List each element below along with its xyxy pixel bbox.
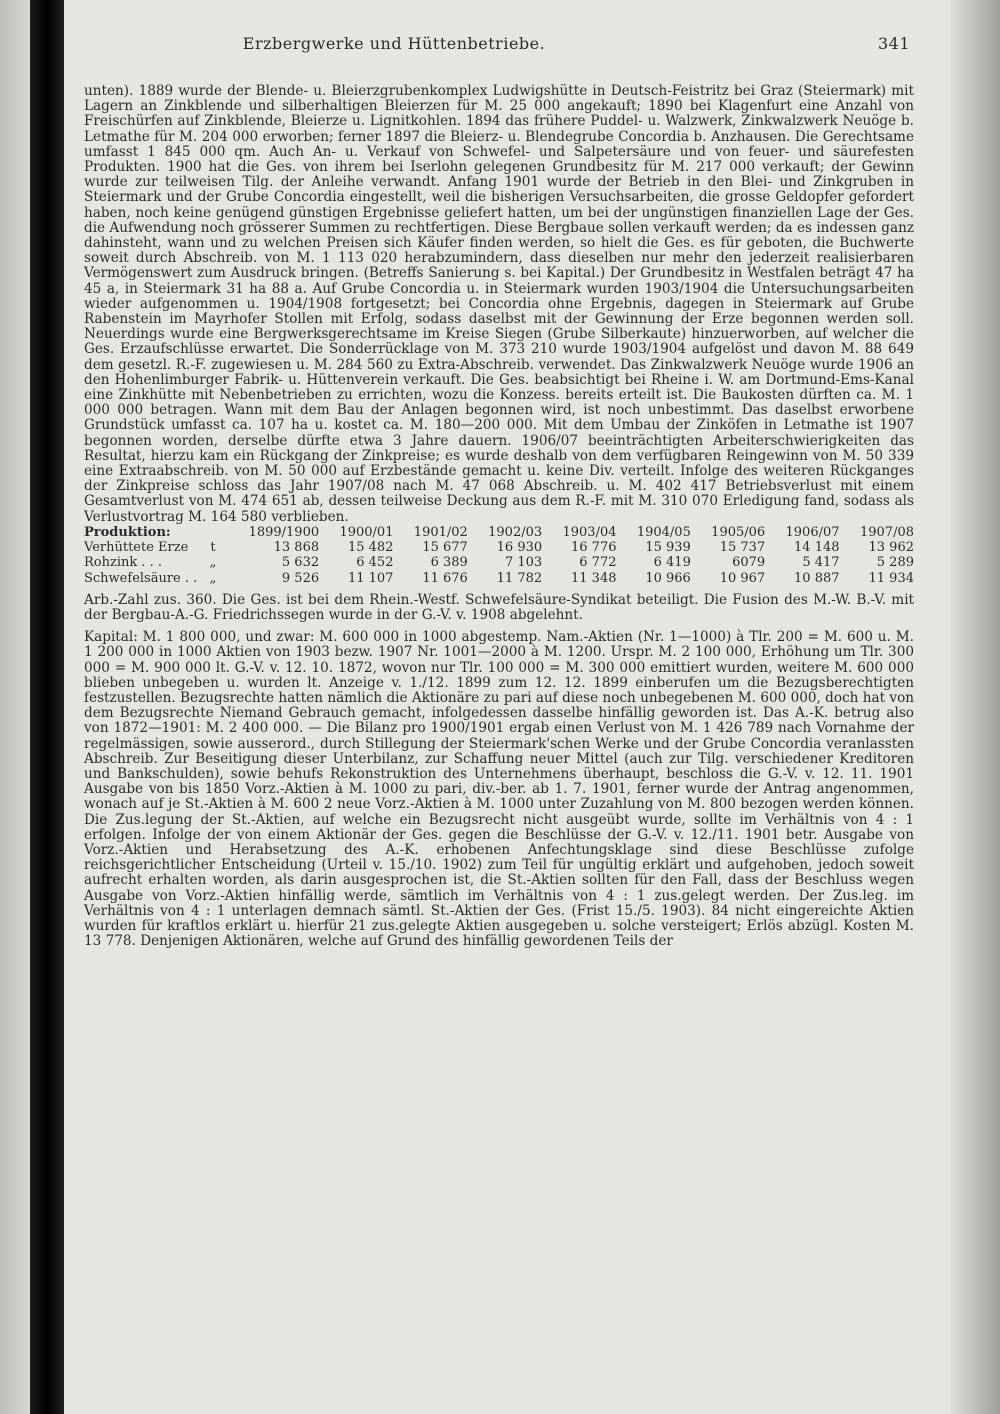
- value-cell: 14 148: [794, 540, 840, 556]
- value-cell: 10 966: [645, 570, 691, 586]
- row-label: Schwefelsäure . .: [84, 570, 198, 586]
- page-body: [84, 84, 914, 949]
- value-cell: 15 677: [422, 540, 468, 556]
- running-title: Erzbergwerke und Hüttenbetriebe.: [242, 34, 546, 53]
- year-cell: 1906/07: [785, 524, 840, 540]
- value-cell: 5 289: [876, 555, 914, 571]
- book-page: [64, 0, 950, 1414]
- value-cell: 7 103: [504, 555, 543, 571]
- value-cell: 15 737: [719, 540, 766, 556]
- production-header-row: [84, 525, 914, 540]
- year-cell: 1907/08: [859, 524, 914, 540]
- scan-right-margin: [950, 0, 1000, 1414]
- value-cell: 15 939: [645, 540, 691, 556]
- year-cell: 1901/02: [413, 524, 468, 540]
- value-cell: 16 776: [571, 540, 617, 556]
- value-cell: 13 868: [273, 540, 320, 556]
- value-cell: 6 389: [430, 555, 468, 571]
- value-cell: 11 676: [422, 570, 468, 586]
- year-cell: 1904/05: [636, 524, 691, 540]
- workforce-paragraph: Arb.-Zahl zus. 360. Die Ges. ist bei dem Rhein.-Westf. Schwefelsäure-Syndikat beteiligt. Die Fusion des M.-W. B.-V. mit der Bergbau-A.-G. Friedrichssegen wurde in der G.-V. v. 1908 abgelehnt.: [84, 591, 914, 623]
- row-label: Rohzink . . .: [84, 555, 163, 571]
- value-cell: 11 348: [571, 570, 617, 586]
- row-label: Verhüttete Erze: [84, 540, 189, 556]
- capital-paragraph: Kapital: M. 1 800 000, und zwar: M. 600 000 in 1000 abgestemp. Nam.-Aktien (Nr. 1—1000) à Tlr. 200 = M. 600 u. M. 1 200 000 in 1000 Aktien von 1903 bezw. 1907 Nr. 1001—2000 à M. 1200. Urspr. M. 2 100 000, Erhöhung um Tlr. 300 000 = M. 900 000 lt. G.-V. v. 12. 10. 1872, wovon nur Tlr. 100 000 = M. 300 000 emittiert wurden, weitere M. 600 000 blieben unbegeben u. wurden lt. Anzeige v. 1./12. 1899 zum 12. 12. 1899 einberufen um die Bezugsberechtigten festzustellen. Bezugsrechte hatten nämlich die Aktionäre zu pari auf diese noch unbegebenen M. 600 000, doch hat von dem Bezugsrechte Niemand Gebrauch gemacht, infolgedessen dasselbe hinfällig geworden ist. Das A.-K. betrug also von 1872—1901: M. 2 400 000. — Die Bilanz pro 1900/1901 ergab einen Verlust von M. 1 426 789 nach Vornahme der regelmässigen, sowie ausserord., durch Stillegung der Steiermark'schen Werke und der Grube Concordia veranlassten Abschreib. Zur Beseitigung dieser Unterbilanz, zur Schaffung neuer Mittel (auch zur Tilg. verschiedener Kreditoren und Bankschulden), sowie behufs Rekonstruktion des Unternehmens überhaupt, beschloss die G.-V. v. 12. 11. 1901 Ausgabe von bis 1850 Vorz.-Aktien à M. 1000 zu pari, div.-ber. ab 1. 7. 1901, ferner wurde der Antrag angenommen, wonach auf je St.-Aktien à M. 600 2 neue Vorz.-Aktien à M. 1000 unter Zuzahlung von M. 800 bezogen werden können. Die Zus.legung der St.-Aktien, auf welche ein Bezugsrecht nicht ausgeübt wurde, sollte im Verhältnis von 4 : 1 erfolgen. Infolge der von einem Aktionär der Ges. gegen die Beschlüsse der G.-V. v. 12./11. 1901 betr. Ausgabe von Vorz.-Aktien und Herabsetzung des A.-K. erhobenen Anfechtungsklage sind diese Beschlüsse zufolge reichsgerichtlicher Entscheidung (Urteil v. 15./10. 1902) zum Teil für ungültig erklärt und aufgehoben, jedoch soweit aufrecht erhalten worden, als darin ausgesprochen ist, die St.-Aktien sollten für den Fall, dass der Beschluss wegen Ausgabe von Vorz.-Aktien hinfällig werde, sämtlich im Verhältnis von 4 : 1 zus.gelegt werden. Der Zus.leg. im Verhältnis von 4 : 1 unterlagen demnach sämtl. St.-Aktien der Ges. (Frist 15./5. 1903). 84 nicht eingereichte Aktien wurden für kraftlos erklärt u. hierfür 21 zus.gelegte Aktien ausgegeben u. solche versteigert; Erlös abzügl. Kosten M. 13 778. Denjenigen Aktionären, welche auf Grund des hinfällig gewordenen Teils der: [84, 629, 915, 950]
- value-cell: 11 934: [868, 570, 914, 586]
- value-cell: 11 107: [347, 570, 394, 586]
- production-label: Produktion:: [84, 524, 171, 540]
- row-unit: „: [209, 555, 217, 571]
- year-cell: 1899/1900: [248, 524, 320, 540]
- production-row-ore: [84, 540, 914, 555]
- history-paragraph: unten). 1889 wurde der Blende- u. Bleierzgrubenkomplex Ludwigshütte in Deutsch-Feistritz bei Graz (Steiermark) mit Lagern an Zinkblende und silberhaltigen Bleierzen für M. 25 000 angekauft; 1890 bei Klagenfurt eine Anzahl von Freischürfen auf Zinkblende, Bleierze u. Lignitkohlen. 1894 das frühere Puddel- u. Walzwerk, Zinkwalzwerk Neuöge b. Letmathe für M. 204 000 erworben; ferner 1897 die Bleierz- u. Blendegrube Concordia b. Anzhausen. Die Gerechtsame umfasst 1 845 000 qm. Auch An- u. Verkauf von Schwefel- und Salpetersäure und von feuer- und säurefesten Produkten. 1900 hat die Ges. von ihrem bei Iserlohn gelegenen Grundbesitz für M. 217 000 verkauft; der Gewinn wurde zur teilweisen Tilg. der Anleihe verwandt. Anfang 1901 wurde der Betrieb in den Blei- und Zinkgruben in Steiermark und der Grube Concordia eingestellt, weil die bisherigen Versuchsarbeiten, die grosse Geldopfer gefordert haben, noch keine genügend günstigen Ergebnisse geliefert hatten, um bei der ungünstigen finanziellen Lage der Ges. die Aufwendung noch grösserer Summen zu rechtfertigen. Diese Bergbaue sollen verkauft werden; da es indessen ganz dahinsteht, wann und zu welchen Preisen sich Käufer finden werden, so hielt die Ges. es für geboten, die Buchwerte soweit durch Abschreib. von M. 1 113 020 herabzumindern, dass dieselben nur mehr den jederzeit realisierbaren Vermögenswert zum Ausdruck bringen. (Betreffs Sanierung s. bei Kapital.) Der Grundbesitz in Westfalen beträgt 47 ha 45 a, in Steiermark 31 ha 88 a. Auf Grube Concordia u. in Steiermark wurden 1903/1904 die Untersuchungsarbeiten wieder aufgenommen u. 1904/1908 fortgesetzt; bei Concordia ohne Ergebnis, dagegen in Steiermark auf Grube Rabenstein im Mayrhofer Stollen mit Erfolg, sodass daselbst mit der Gewinnung der Erze begonnen werden soll. Neuerdings wurde eine Bergwerksgerechtsame im Kreise Siegen (Grube Silberkaute) hinzuerworben, auf welcher die Ges. Erzaufschlüsse erwartet. Die Sonderrücklage von M. 373 210 wurde 1903/1904 aufgelöst und davon M. 88 649 dem gesetzl. R.-F. zugewiesen u. M. 284 560 zu Extra-Abschreib. verwendet. Das Zinkwalzwerk Neuöge wurde 1906 an den Hohenlimburger Fabrik- u. Hüttenverein verkauft. Die Ges. beabsichtigt bei Rheine i. W. am Dortmund-Ems-Kanal eine Zinkhütte mit Nebenbetrieben zu errichten, wozu die Konzess. bereits erteilt ist. Die Baukosten dürften ca. M. 1 000 000 betragen. Wann mit dem Bau der Anlagen begonnen wird, ist noch unbestimmt. Das daselbst erworbene Grundstück umfasst ca. 107 ha u. kostet ca. M. 180—200 000. Mit dem Umbau der Zinköfen in Letmathe ist 1907 begonnen worden, derselbe dürfte etwa 3 Jahre dauern. 1906/07 beeinträchtigten Arbeiterschwierigkeiten das Resultat, hierzu kam ein Rückgang der Zinkpreise; es wurde deshalb von dem verfügbaren Reingewinn von M. 50 339 eine Extraabschreib. von M. 50 000 auf Erzbestände gemacht u. keine Div. verteilt. Infolge des weiteren Rückganges der Zinkpreise schloss das Jahr 1907/08 nach M. 47 068 Abschreib. u. M. 402 417 Betriebsverlust mit einem Gesamtverlust von M. 474 651 ab, dessen teilweise Deckung aus dem R.-F. mit M. 310 070 Erledigung fand, sodass als Verlustvortrag M. 164 580 verblieben.: [84, 83, 914, 525]
- production-row-sulfuric-acid: [84, 571, 914, 586]
- value-cell: 11 782: [496, 570, 543, 586]
- scan-left-margin: [0, 0, 30, 1414]
- row-unit: t: [210, 540, 216, 556]
- value-cell: 9 526: [281, 570, 320, 586]
- book-spine-shadow: [30, 0, 64, 1414]
- value-cell: 6 419: [653, 555, 691, 571]
- value-cell: 5 632: [281, 555, 320, 571]
- value-cell: 16 930: [496, 540, 543, 556]
- year-cell: 1903/04: [562, 524, 617, 540]
- value-cell: 6 452: [356, 555, 394, 571]
- value-cell: 10 967: [719, 570, 766, 586]
- production-row-zinc: [84, 555, 914, 570]
- value-cell: 6 772: [579, 555, 617, 571]
- value-cell: 13 962: [868, 540, 914, 556]
- production-table: [84, 525, 914, 586]
- value-cell: 10 887: [794, 570, 840, 586]
- value-cell: 15 482: [347, 540, 394, 556]
- page-number: 341: [877, 34, 910, 53]
- year-cell: 1905/06: [711, 524, 766, 540]
- row-unit: „: [209, 570, 217, 586]
- value-cell: 5 417: [802, 555, 840, 571]
- year-cell: 1902/03: [488, 524, 543, 540]
- year-cell: 1900/01: [339, 524, 394, 540]
- value-cell: 6079: [732, 555, 766, 571]
